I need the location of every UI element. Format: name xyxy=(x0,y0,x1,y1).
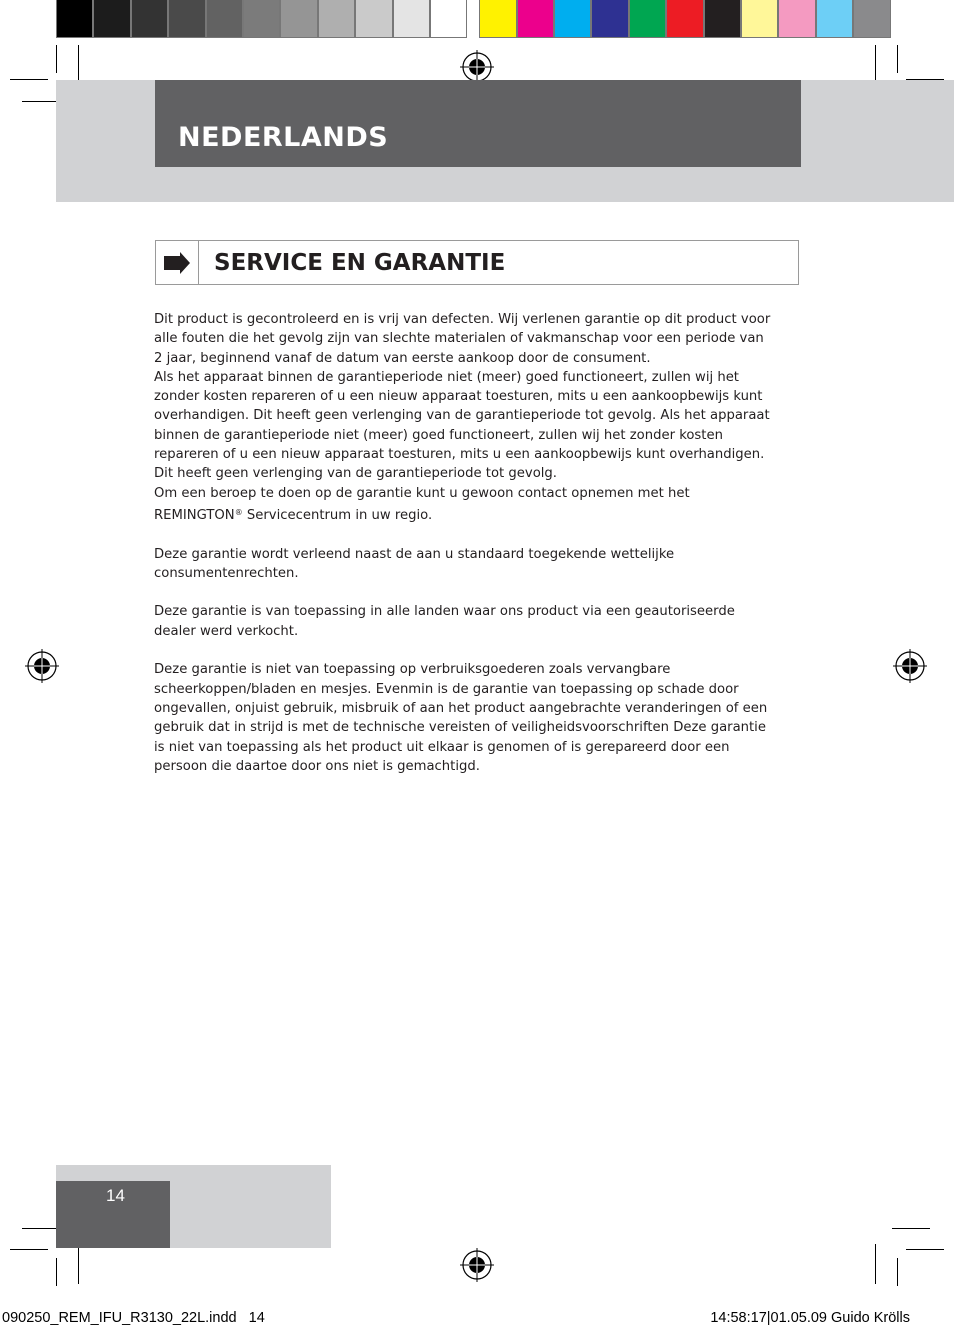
color-calibration-bar xyxy=(56,0,891,40)
registration-mark-icon xyxy=(460,1248,494,1282)
crop-mark xyxy=(56,45,57,73)
page-title: NEDERLANDS xyxy=(178,122,389,153)
paragraph-text: Dit product is gecontroleerd en is vrij van defecten. Wij verlenen garantie op dit product voor alle fouten die het gevolg zijn van slechte materialen of vakmanschap voor een periode van 2 jaar, beginnend vanaf de datum van eerste aankoop door de consument. xyxy=(154,312,771,366)
paragraph: Deze garantie is niet van toepassing op verbruiksgoederen zoals vervangbare scheerkoppen/bladen en mesjes. Evenmin is de garantie van toepassing op schade door ongevallen, onjuist gebruik, misbruik of aan het product aangebrachte veranderingen of een gebruik dat in strijd is met de technische vereisten of veiligheidsvoorschriften Deze garantie is niet van toepassing als het product uit elkaar is genomen of is gerepareerd door een persoon die daartoe door ons niet is gemachtigd. xyxy=(154,662,768,774)
color-swatch xyxy=(479,0,516,38)
registration-mark-icon xyxy=(893,649,927,683)
paragraph-text xyxy=(154,484,774,526)
color-swatch xyxy=(93,0,130,38)
page-number: 14 xyxy=(106,1186,125,1205)
paragraph xyxy=(154,310,774,525)
crop-mark xyxy=(78,1244,79,1284)
color-swatch xyxy=(206,0,243,38)
color-swatch xyxy=(355,0,392,38)
timestamp-slug: 14:58:17|01.05.09 Guido Krölls xyxy=(710,1310,910,1326)
crop-mark xyxy=(892,1228,930,1229)
body-text xyxy=(154,310,774,795)
color-swatch xyxy=(243,0,280,38)
arrow-right-icon xyxy=(162,252,192,274)
section-heading xyxy=(155,240,799,285)
paragraph: Deze garantie wordt verleend naast de aan u standaard toegekende wettelijke consumentenrechten. xyxy=(154,546,675,581)
color-swatch xyxy=(280,0,317,38)
color-swatch xyxy=(318,0,355,38)
registration-mark-icon xyxy=(460,50,494,84)
section-icon-cell xyxy=(156,241,199,284)
crop-mark xyxy=(10,1249,48,1250)
paragraph: Deze garantie is van toepassing in alle landen waar ons product via een geautoriseerde dealer werd verkocht. xyxy=(154,604,735,639)
text-span: Servicecentrum in uw regio. xyxy=(242,507,433,523)
crop-mark xyxy=(897,1258,898,1286)
section-title: SERVICE EN GARANTIE xyxy=(214,250,506,276)
color-swatch xyxy=(666,0,703,38)
color-swatch xyxy=(430,0,467,38)
color-swatch xyxy=(56,0,93,38)
crop-mark xyxy=(22,1228,60,1229)
crop-mark xyxy=(22,101,60,102)
registration-mark-icon xyxy=(25,649,59,683)
swatch-gap xyxy=(467,0,479,40)
color-swatch xyxy=(131,0,168,38)
crop-mark xyxy=(56,1258,57,1286)
text-span: Om een beroep te doen op de garantie kunt u gewoon contact opnemen met het REMINGTON xyxy=(154,485,690,523)
color-swatch xyxy=(554,0,591,38)
crop-mark xyxy=(10,79,48,80)
crop-mark xyxy=(875,1244,876,1284)
file-slug: 090250_REM_IFU_R3130_22L.indd 14 xyxy=(2,1310,265,1326)
color-swatch xyxy=(393,0,430,38)
color-swatch xyxy=(168,0,205,38)
color-swatch xyxy=(853,0,890,38)
crop-mark xyxy=(906,1249,944,1250)
registered-mark: ® xyxy=(234,507,243,517)
color-swatch xyxy=(778,0,815,38)
color-swatch xyxy=(704,0,741,38)
crop-mark xyxy=(897,45,898,73)
paragraph-text: Als het apparaat binnen de garantieperiode niet (meer) goed functioneert, zullen wij het zonder kosten repareren of u een nieuw apparaat toesturen, mits u een aankoopbewijs kunt overhandigen. Dit heeft geen verlenging van de garantieperiode tot gevolg. Als het apparaat binnen de garantieperiode niet (meer) goed functioneert, zullen wij het zonder kosten repareren of u een nieuw apparaat toesturen, mits u een aankoopbewijs kunt overhandigen. Dit heeft geen verlenging van de garantieperiode tot gevolg. xyxy=(154,369,770,482)
color-swatch xyxy=(629,0,666,38)
color-swatch xyxy=(517,0,554,38)
color-swatch xyxy=(741,0,778,38)
color-swatch xyxy=(591,0,628,38)
color-swatch xyxy=(816,0,853,38)
